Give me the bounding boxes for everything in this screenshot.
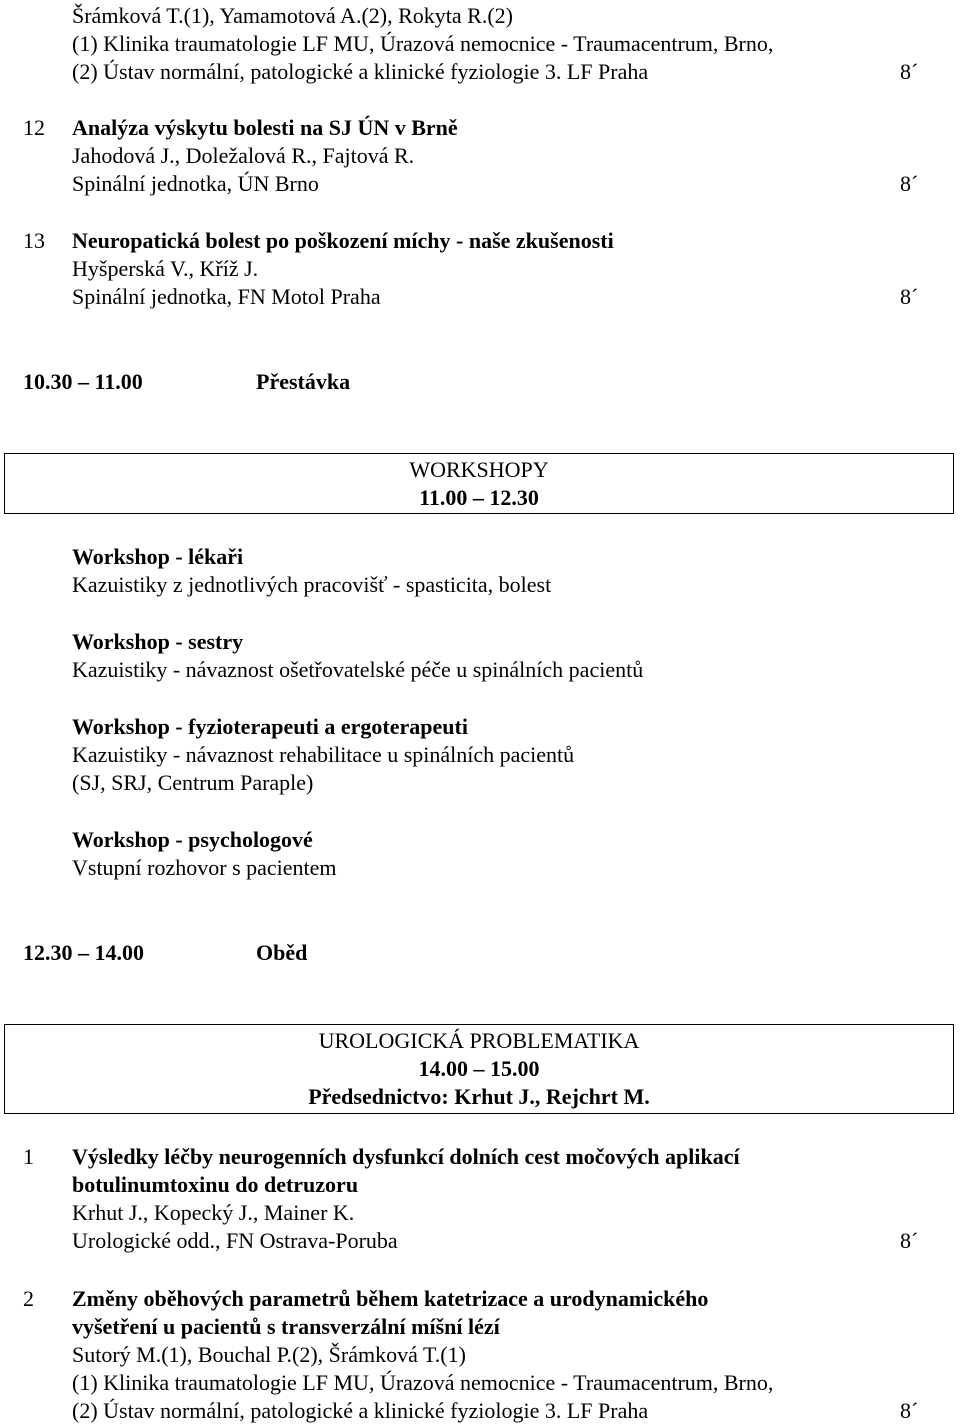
workshops-title: WORKSHOPY bbox=[409, 457, 549, 482]
workshop-1-desc: Kazuistiky z jednotlivých pracovišť - spasticita, bolest bbox=[72, 572, 552, 597]
talk-u1-duration: 8´ bbox=[900, 1228, 919, 1253]
talk-u1-title-1: Výsledky léčby neurogenních dysfunkcí dolních cest močových aplikací bbox=[72, 1144, 740, 1169]
talk-u2-affiliation-2: (2) Ústav normální, patologické a klinické fyziologie 3. LF Praha bbox=[72, 1398, 649, 1423]
talk-u1-number: 1 bbox=[23, 1144, 34, 1169]
talk-u1-title-2: botulinumtoxinu do detruzoru bbox=[72, 1172, 359, 1197]
talk-u2-authors: Sutorý M.(1), Bouchal P.(2), Šrámková T.(1) bbox=[72, 1342, 466, 1367]
talk-13-authors: Hyšperská V., Kříž J. bbox=[72, 256, 259, 281]
break-time: 10.30 – 11.00 bbox=[23, 369, 143, 394]
talk-u2-title-2: vyšetření u pacientů s transverzální míšní lézí bbox=[72, 1314, 500, 1339]
talk-12-authors: Jahodová J., Doležalová R., Fajtová R. bbox=[72, 143, 415, 168]
workshop-3-desc-2: (SJ, SRJ, Centrum Paraple) bbox=[72, 770, 314, 795]
top-affiliation-2: (2) Ústav normální, patologické a klinické fyziologie 3. LF Praha bbox=[72, 59, 649, 84]
talk-12-duration: 8´ bbox=[900, 171, 919, 196]
talk-12-number: 12 bbox=[23, 115, 45, 140]
talk-u2-duration: 8´ bbox=[900, 1398, 919, 1423]
top-affiliation-1: (1) Klinika traumatologie LF MU, Úrazová nemocnice - Traumacentrum, Brno, bbox=[72, 31, 774, 56]
talk-13-duration: 8´ bbox=[900, 284, 919, 309]
talk-u1-affiliation: Urologické odd., FN Ostrava-Poruba bbox=[72, 1228, 398, 1253]
lunch-time: 12.30 – 14.00 bbox=[23, 940, 144, 965]
break-label: Přestávka bbox=[256, 369, 351, 394]
workshop-3-name: Workshop - fyzioterapeuti a ergoterapeuti bbox=[72, 714, 468, 739]
urology-chairs: Předsednictvo: Krhut J., Rejchrt M. bbox=[308, 1084, 650, 1109]
urology-time: 14.00 – 15.00 bbox=[418, 1056, 540, 1081]
talk-u2-affiliation-1: (1) Klinika traumatologie LF MU, Úrazová nemocnice - Traumacentrum, Brno, bbox=[72, 1370, 774, 1395]
workshops-time: 11.00 – 12.30 bbox=[419, 485, 539, 510]
workshop-1-name: Workshop - lékaři bbox=[72, 544, 244, 569]
talk-u1-authors: Krhut J., Kopecký J., Mainer K. bbox=[72, 1200, 355, 1225]
talk-13-affiliation: Spinální jednotka, FN Motol Praha bbox=[72, 284, 381, 309]
talk-12-affiliation: Spinální jednotka, ÚN Brno bbox=[72, 171, 319, 196]
workshop-2-name: Workshop - sestry bbox=[72, 629, 244, 654]
workshop-2-desc: Kazuistiky - návaznost ošetřovatelské péče u spinálních pacientů bbox=[72, 657, 644, 682]
urology-title: UROLOGICKÁ PROBLEMATIKA bbox=[318, 1028, 640, 1053]
workshop-4-name: Workshop - psychologové bbox=[72, 827, 313, 852]
talk-12-title: Analýza výskytu bolesti na SJ ÚN v Brně bbox=[72, 115, 458, 140]
lunch-label: Oběd bbox=[256, 940, 308, 965]
talk-13-number: 13 bbox=[23, 228, 45, 253]
talk-u2-title-1: Změny oběhových parametrů během katetrizace a urodynamického bbox=[72, 1286, 709, 1311]
top-authors: Šrámková T.(1), Yamamotová A.(2), Rokyta R.(2) bbox=[72, 3, 513, 28]
talk-u2-number: 2 bbox=[23, 1286, 34, 1311]
top-duration: 8´ bbox=[900, 59, 919, 84]
workshop-4-desc: Vstupní rozhovor s pacientem bbox=[72, 855, 337, 880]
workshop-3-desc: Kazuistiky - návaznost rehabilitace u spinálních pacientů bbox=[72, 742, 575, 767]
talk-13-title: Neuropatická bolest po poškození míchy - naše zkušenosti bbox=[72, 228, 614, 253]
